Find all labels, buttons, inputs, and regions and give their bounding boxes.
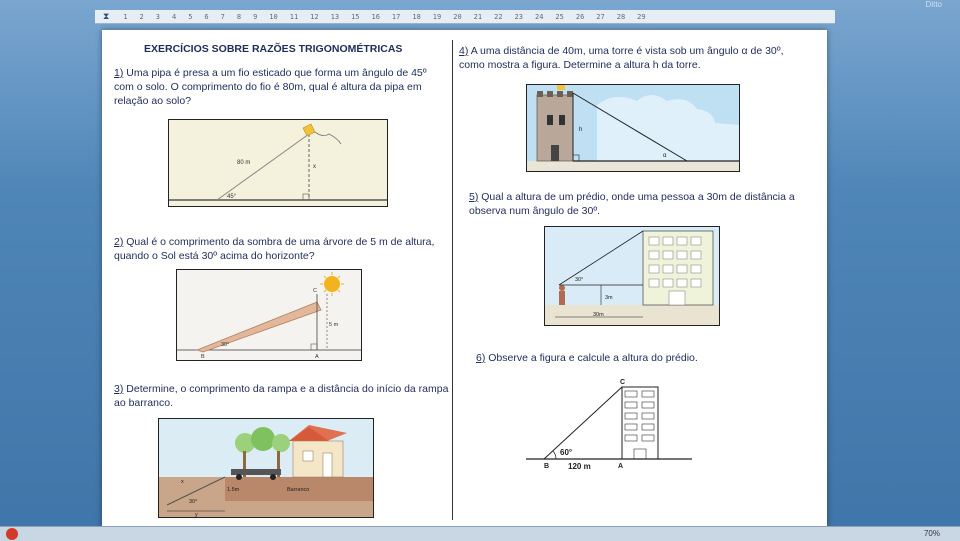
ruler-tick: 9 bbox=[253, 12, 258, 21]
ruler-tick: 24 bbox=[534, 12, 544, 21]
page-title: EXERCÍCIOS SOBRE RAZÕES TRIGONOMÉTRICAS bbox=[144, 43, 403, 55]
tree-c-label: C bbox=[313, 288, 317, 294]
ruler-tick: 18 bbox=[412, 12, 421, 21]
question-number: 2) bbox=[114, 236, 124, 248]
ruler-tick: 19 bbox=[432, 12, 442, 21]
indent-marker-icon[interactable]: ⧗ bbox=[103, 11, 110, 22]
ruler-tick: 20 bbox=[453, 12, 462, 21]
column-divider bbox=[452, 40, 453, 520]
figure-building-60 bbox=[520, 375, 692, 471]
window-title: Ditto bbox=[925, 0, 942, 9]
tree-b-label: B bbox=[201, 354, 205, 360]
tree-a-label: A bbox=[315, 354, 319, 360]
tree-angle-label: 30° bbox=[221, 342, 230, 348]
question-4 bbox=[459, 44, 794, 72]
ruler-tick: 29 bbox=[637, 12, 646, 21]
ruler-tick: 16 bbox=[371, 12, 380, 21]
figure-tree-shadow bbox=[176, 269, 362, 361]
figure-building-observer bbox=[544, 226, 720, 326]
tower-h-label: h bbox=[579, 127, 583, 133]
question-2 bbox=[114, 235, 449, 263]
ruler-tick: 26 bbox=[575, 12, 585, 21]
question-text: Qual a altura de um prédio, onde uma pessoa a 30m de distância a observa num ângulo de 30º. bbox=[469, 191, 795, 217]
b60-a-label: A bbox=[618, 463, 624, 470]
ruler-tick: 5 bbox=[188, 12, 193, 21]
ramp-barranco-label: Barranco bbox=[287, 487, 310, 493]
ruler-tick: 12 bbox=[310, 12, 319, 21]
b60-b-label: B bbox=[544, 463, 550, 470]
obs-dist-label: 30m bbox=[593, 312, 604, 318]
ruler-tick: 2 bbox=[139, 12, 144, 21]
ruler-tick: 6 bbox=[204, 12, 209, 21]
ruler-tick: 4 bbox=[171, 12, 177, 21]
tower-alpha-label: α bbox=[663, 153, 667, 159]
ruler-ticks bbox=[123, 13, 657, 21]
obs-height-label: 3m bbox=[605, 295, 613, 301]
question-3 bbox=[114, 382, 449, 410]
question-text: Qual é o comprimento da sombra de uma árvore de 5 m de altura, quando o Sol está 30º acima do horizonte? bbox=[114, 236, 435, 262]
ruler-tick: 8 bbox=[236, 12, 242, 21]
figure-ramp bbox=[158, 418, 374, 518]
question-6 bbox=[476, 351, 811, 365]
tree-height-label: 5 m bbox=[329, 322, 339, 328]
ruler-tick: 11 bbox=[289, 12, 299, 21]
question-text: Uma pipa é presa a um fio esticado que forma um ângulo de 45º com o solo. O comprimento do fio é 80m, qual é altura da pipa em relação ao solo? bbox=[114, 67, 427, 107]
zoom-level[interactable]: 70% bbox=[923, 529, 940, 538]
app-icon[interactable] bbox=[6, 528, 18, 540]
ramp-height-label: 1.5m bbox=[227, 487, 240, 493]
b60-c-label: C bbox=[620, 379, 626, 386]
ruler-tick: 21 bbox=[473, 12, 483, 21]
ruler-tick: 3 bbox=[155, 12, 160, 21]
document-page[interactable] bbox=[102, 30, 827, 528]
kite-hyp-label: 80 m bbox=[237, 160, 251, 166]
obs-angle-label: 30° bbox=[575, 277, 584, 283]
question-number: 3) bbox=[114, 383, 124, 395]
horizontal-ruler[interactable] bbox=[95, 10, 835, 24]
question-text: A uma distância de 40m, uma torre é vista sob um ângulo α de 30º, como mostra a figura. Determine a altura h da torre. bbox=[459, 45, 784, 71]
question-5 bbox=[469, 190, 804, 218]
status-bar bbox=[0, 526, 960, 541]
question-number: 6) bbox=[476, 352, 486, 364]
ramp-angle-label: 30° bbox=[189, 499, 198, 505]
ruler-tick: 15 bbox=[351, 12, 360, 21]
ramp-x-label: x bbox=[181, 479, 184, 485]
ruler-tick: 10 bbox=[269, 12, 278, 21]
kite-height-label: x bbox=[313, 164, 316, 170]
ruler-tick: 25 bbox=[555, 12, 564, 21]
ramp-y-label: y bbox=[195, 512, 198, 517]
kite-angle-label: 45° bbox=[227, 194, 237, 200]
b60-angle-label: 60° bbox=[560, 448, 573, 457]
figure-tower bbox=[526, 84, 740, 172]
ruler-tick: 22 bbox=[494, 12, 503, 21]
question-text: Observe a figura e calcule a altura do prédio. bbox=[488, 352, 698, 364]
figure-kite bbox=[168, 119, 388, 207]
question-1 bbox=[114, 66, 449, 108]
ruler-tick: 17 bbox=[391, 12, 401, 21]
question-number: 1) bbox=[114, 67, 124, 79]
b60-dist-label: 120 m bbox=[568, 462, 591, 471]
question-number: 4) bbox=[459, 45, 469, 57]
ruler-tick: 1 bbox=[123, 12, 128, 21]
question-text: Determine, o comprimento da rampa e a distância do início da rampa ao barranco. bbox=[114, 383, 449, 409]
ruler-tick: 23 bbox=[514, 12, 523, 21]
ruler-tick: 13 bbox=[330, 12, 340, 21]
question-number: 5) bbox=[469, 191, 479, 203]
ruler-tick: 28 bbox=[616, 12, 626, 21]
ruler-tick: 27 bbox=[596, 12, 605, 21]
ruler-tick: 7 bbox=[220, 12, 225, 21]
